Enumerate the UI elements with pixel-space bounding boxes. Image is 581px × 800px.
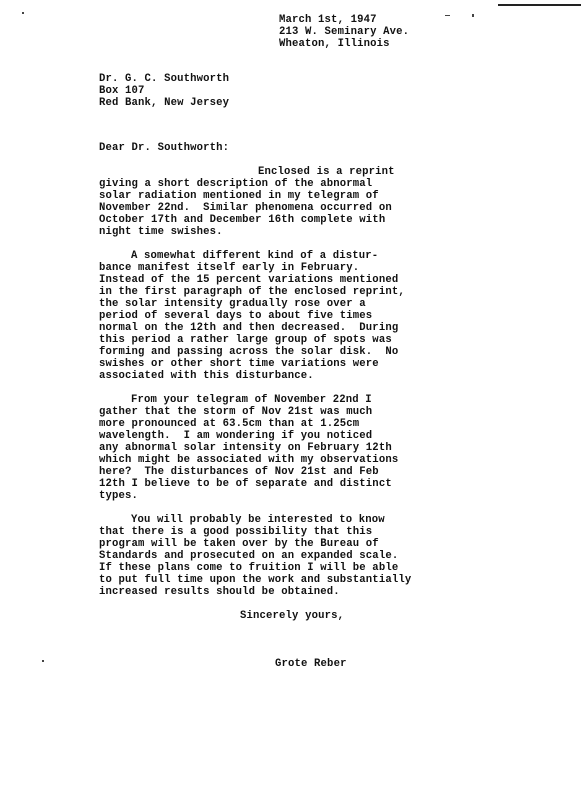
top-edge-rule [498,4,581,6]
scan-speck [472,14,474,17]
closing: Sincerely yours, [240,610,345,622]
body-line: gather that the storm of Nov 21st was much [99,406,373,418]
body-line: October 17th and December 16th complete with [99,214,386,226]
body-line: wavelength. I am wondering if you noticed [99,430,373,442]
body-line: solar radiation mentioned in my telegram of [99,190,379,202]
body-line: which might be associated with my observations [99,454,399,466]
body-line: If these plans come to fruition I will be able [99,562,399,574]
body-line: that there is a good possibility that this [99,526,373,538]
recipient-name: Dr. G. C. Southworth [99,73,230,85]
salutation: Dear Dr. Southworth: [99,142,230,154]
body-line: night time swishes. [99,226,223,238]
signature-name: Grote Reber [275,658,347,670]
body-line: 12th I believe to be of separate and distinct [99,478,392,490]
body-line: You will probably be interested to know [131,514,385,526]
body-line: period of several days to about five times [99,310,373,322]
recipient-box: Box 107 [99,85,145,97]
body-line: in the first paragraph of the enclosed reprint, [99,286,405,298]
scan-speck [22,12,24,14]
body-line: swishes or other short time variations were [99,358,379,370]
body-line: the solar intensity gradually rose over a [99,298,366,310]
scan-speck [42,660,44,662]
sender-street: 213 W. Seminary Ave. [279,26,410,38]
body-line: increased results should be obtained. [99,586,340,598]
body-line: From your telegram of November 22nd I [131,394,372,406]
body-line: associated with this disturbance. [99,370,314,382]
body-line: program will be taken over by the Bureau of [99,538,379,550]
letter-date: March 1st, 1947 [279,14,377,26]
body-line: A somewhat different kind of a distur- [131,250,379,262]
body-line: Standards and prosecuted on an expanded scale. [99,550,399,562]
body-line: November 22nd. Similar phenomena occurred on [99,202,392,214]
sender-city: Wheaton, Illinois [279,38,390,50]
body-line: more pronounced at 63.5cm than at 1.25cm [99,418,360,430]
body-line: giving a short description of the abnormal [99,178,373,190]
body-line: Instead of the 15 percent variations mentioned [99,274,399,286]
body-line: any abnormal solar intensity on February 12th [99,442,392,454]
body-line: bance manifest itself early in February. [99,262,360,274]
body-line: normal on the 12th and then decreased. During [99,322,399,334]
body-line: forming and passing across the solar disk. No [99,346,399,358]
body-line: types. [99,490,139,502]
recipient-city: Red Bank, New Jersey [99,97,230,109]
scan-speck [445,15,450,16]
body-line: here? The disturbances of Nov 21st and Feb [99,466,379,478]
body-line: Enclosed is a reprint [258,166,395,178]
body-line: to put full time upon the work and substantially [99,574,412,586]
body-line: this period a rather large group of spots was [99,334,392,346]
